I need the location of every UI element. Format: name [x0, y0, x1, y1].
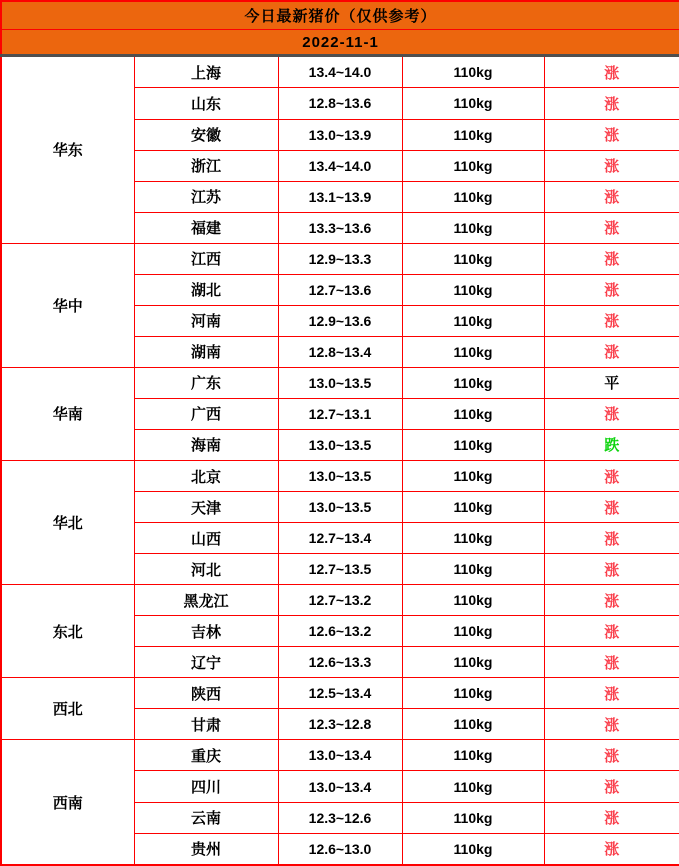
price-cell: 12.9~13.6 [278, 305, 402, 336]
province-cell: 湖南 [134, 336, 278, 367]
price-cell: 13.4~14.0 [278, 56, 402, 88]
province-cell: 陕西 [134, 678, 278, 709]
price-cell: 13.0~13.4 [278, 771, 402, 802]
trend-cell: 涨 [544, 243, 679, 274]
weight-cell: 110kg [402, 88, 544, 119]
province-cell: 广西 [134, 398, 278, 429]
trend-cell: 涨 [544, 492, 679, 523]
price-cell: 12.7~13.1 [278, 398, 402, 429]
province-cell: 安徽 [134, 119, 278, 150]
weight-cell: 110kg [402, 709, 544, 740]
trend-cell: 涨 [544, 647, 679, 678]
trend-cell: 涨 [544, 119, 679, 150]
region-cell: 西南 [1, 740, 134, 865]
trend-cell: 涨 [544, 88, 679, 119]
table-row [1, 56, 679, 88]
province-cell: 江西 [134, 243, 278, 274]
table-row [1, 367, 679, 398]
trend-cell: 涨 [544, 585, 679, 616]
price-cell: 13.4~14.0 [278, 150, 402, 181]
province-cell: 河北 [134, 554, 278, 585]
weight-cell: 110kg [402, 554, 544, 585]
weight-cell: 110kg [402, 802, 544, 833]
trend-cell: 涨 [544, 336, 679, 367]
weight-cell: 110kg [402, 212, 544, 243]
weight-cell: 110kg [402, 585, 544, 616]
province-cell: 山西 [134, 523, 278, 554]
province-cell: 江苏 [134, 181, 278, 212]
province-cell: 福建 [134, 212, 278, 243]
weight-cell: 110kg [402, 243, 544, 274]
weight-cell: 110kg [402, 492, 544, 523]
region-cell: 华北 [1, 461, 134, 585]
price-cell: 12.7~13.6 [278, 274, 402, 305]
price-cell: 13.3~13.6 [278, 212, 402, 243]
weight-cell: 110kg [402, 833, 544, 865]
region-cell: 华中 [1, 243, 134, 367]
trend-cell: 跌 [544, 429, 679, 460]
price-cell: 12.9~13.3 [278, 243, 402, 274]
weight-cell: 110kg [402, 771, 544, 802]
province-cell: 甘肃 [134, 709, 278, 740]
weight-cell: 110kg [402, 616, 544, 647]
province-cell: 吉林 [134, 616, 278, 647]
price-cell: 12.8~13.6 [278, 88, 402, 119]
province-cell: 贵州 [134, 833, 278, 865]
trend-cell: 涨 [544, 678, 679, 709]
trend-cell: 涨 [544, 398, 679, 429]
weight-cell: 110kg [402, 678, 544, 709]
province-cell: 上海 [134, 56, 278, 88]
province-cell: 北京 [134, 461, 278, 492]
trend-cell: 平 [544, 367, 679, 398]
weight-cell: 110kg [402, 461, 544, 492]
province-cell: 山东 [134, 88, 278, 119]
province-cell: 浙江 [134, 150, 278, 181]
price-cell: 12.8~13.4 [278, 336, 402, 367]
price-cell: 13.0~13.5 [278, 461, 402, 492]
province-cell: 河南 [134, 305, 278, 336]
province-cell: 湖北 [134, 274, 278, 305]
trend-cell: 涨 [544, 616, 679, 647]
price-cell: 13.0~13.5 [278, 367, 402, 398]
price-cell: 13.0~13.9 [278, 119, 402, 150]
weight-cell: 110kg [402, 119, 544, 150]
region-cell: 华南 [1, 367, 134, 460]
trend-cell: 涨 [544, 461, 679, 492]
province-cell: 辽宁 [134, 647, 278, 678]
province-cell: 海南 [134, 429, 278, 460]
trend-cell: 涨 [544, 833, 679, 865]
trend-cell: 涨 [544, 709, 679, 740]
weight-cell: 110kg [402, 274, 544, 305]
table-row [1, 740, 679, 771]
trend-cell: 涨 [544, 554, 679, 585]
province-cell: 广东 [134, 367, 278, 398]
province-cell: 四川 [134, 771, 278, 802]
date-row [1, 30, 679, 56]
trend-cell: 涨 [544, 305, 679, 336]
province-cell: 黑龙江 [134, 585, 278, 616]
trend-cell: 涨 [544, 274, 679, 305]
weight-cell: 110kg [402, 367, 544, 398]
weight-cell: 110kg [402, 523, 544, 554]
price-cell: 12.6~13.0 [278, 833, 402, 865]
trend-cell: 涨 [544, 150, 679, 181]
price-cell: 13.0~13.4 [278, 740, 402, 771]
trend-cell: 涨 [544, 802, 679, 833]
region-cell: 西北 [1, 678, 134, 740]
price-cell: 12.3~12.6 [278, 802, 402, 833]
table-row [1, 461, 679, 492]
trend-cell: 涨 [544, 181, 679, 212]
weight-cell: 110kg [402, 181, 544, 212]
region-cell: 华东 [1, 56, 134, 244]
province-cell: 云南 [134, 802, 278, 833]
trend-cell: 涨 [544, 740, 679, 771]
price-cell: 12.7~13.2 [278, 585, 402, 616]
price-cell: 12.7~13.4 [278, 523, 402, 554]
trend-cell: 涨 [544, 56, 679, 88]
weight-cell: 110kg [402, 398, 544, 429]
trend-cell: 涨 [544, 523, 679, 554]
trend-cell: 涨 [544, 771, 679, 802]
weight-cell: 110kg [402, 429, 544, 460]
weight-cell: 110kg [402, 305, 544, 336]
price-cell: 13.0~13.5 [278, 492, 402, 523]
price-cell: 12.7~13.5 [278, 554, 402, 585]
table-row [1, 243, 679, 274]
title-row [1, 1, 679, 30]
price-cell: 12.6~13.2 [278, 616, 402, 647]
price-cell: 12.5~13.4 [278, 678, 402, 709]
weight-cell: 110kg [402, 150, 544, 181]
price-cell: 13.1~13.9 [278, 181, 402, 212]
table-row [1, 678, 679, 709]
region-cell: 东北 [1, 585, 134, 678]
weight-cell: 110kg [402, 336, 544, 367]
price-cell: 12.6~13.3 [278, 647, 402, 678]
province-cell: 重庆 [134, 740, 278, 771]
page-title: 今日最新猪价（仅供参考） [1, 1, 679, 30]
weight-cell: 110kg [402, 56, 544, 88]
weight-cell: 110kg [402, 740, 544, 771]
trend-cell: 涨 [544, 212, 679, 243]
weight-cell: 110kg [402, 647, 544, 678]
price-cell: 13.0~13.5 [278, 429, 402, 460]
province-cell: 天津 [134, 492, 278, 523]
date-label: 2022-11-1 [1, 30, 679, 56]
table-row [1, 585, 679, 616]
price-cell: 12.3~12.8 [278, 709, 402, 740]
